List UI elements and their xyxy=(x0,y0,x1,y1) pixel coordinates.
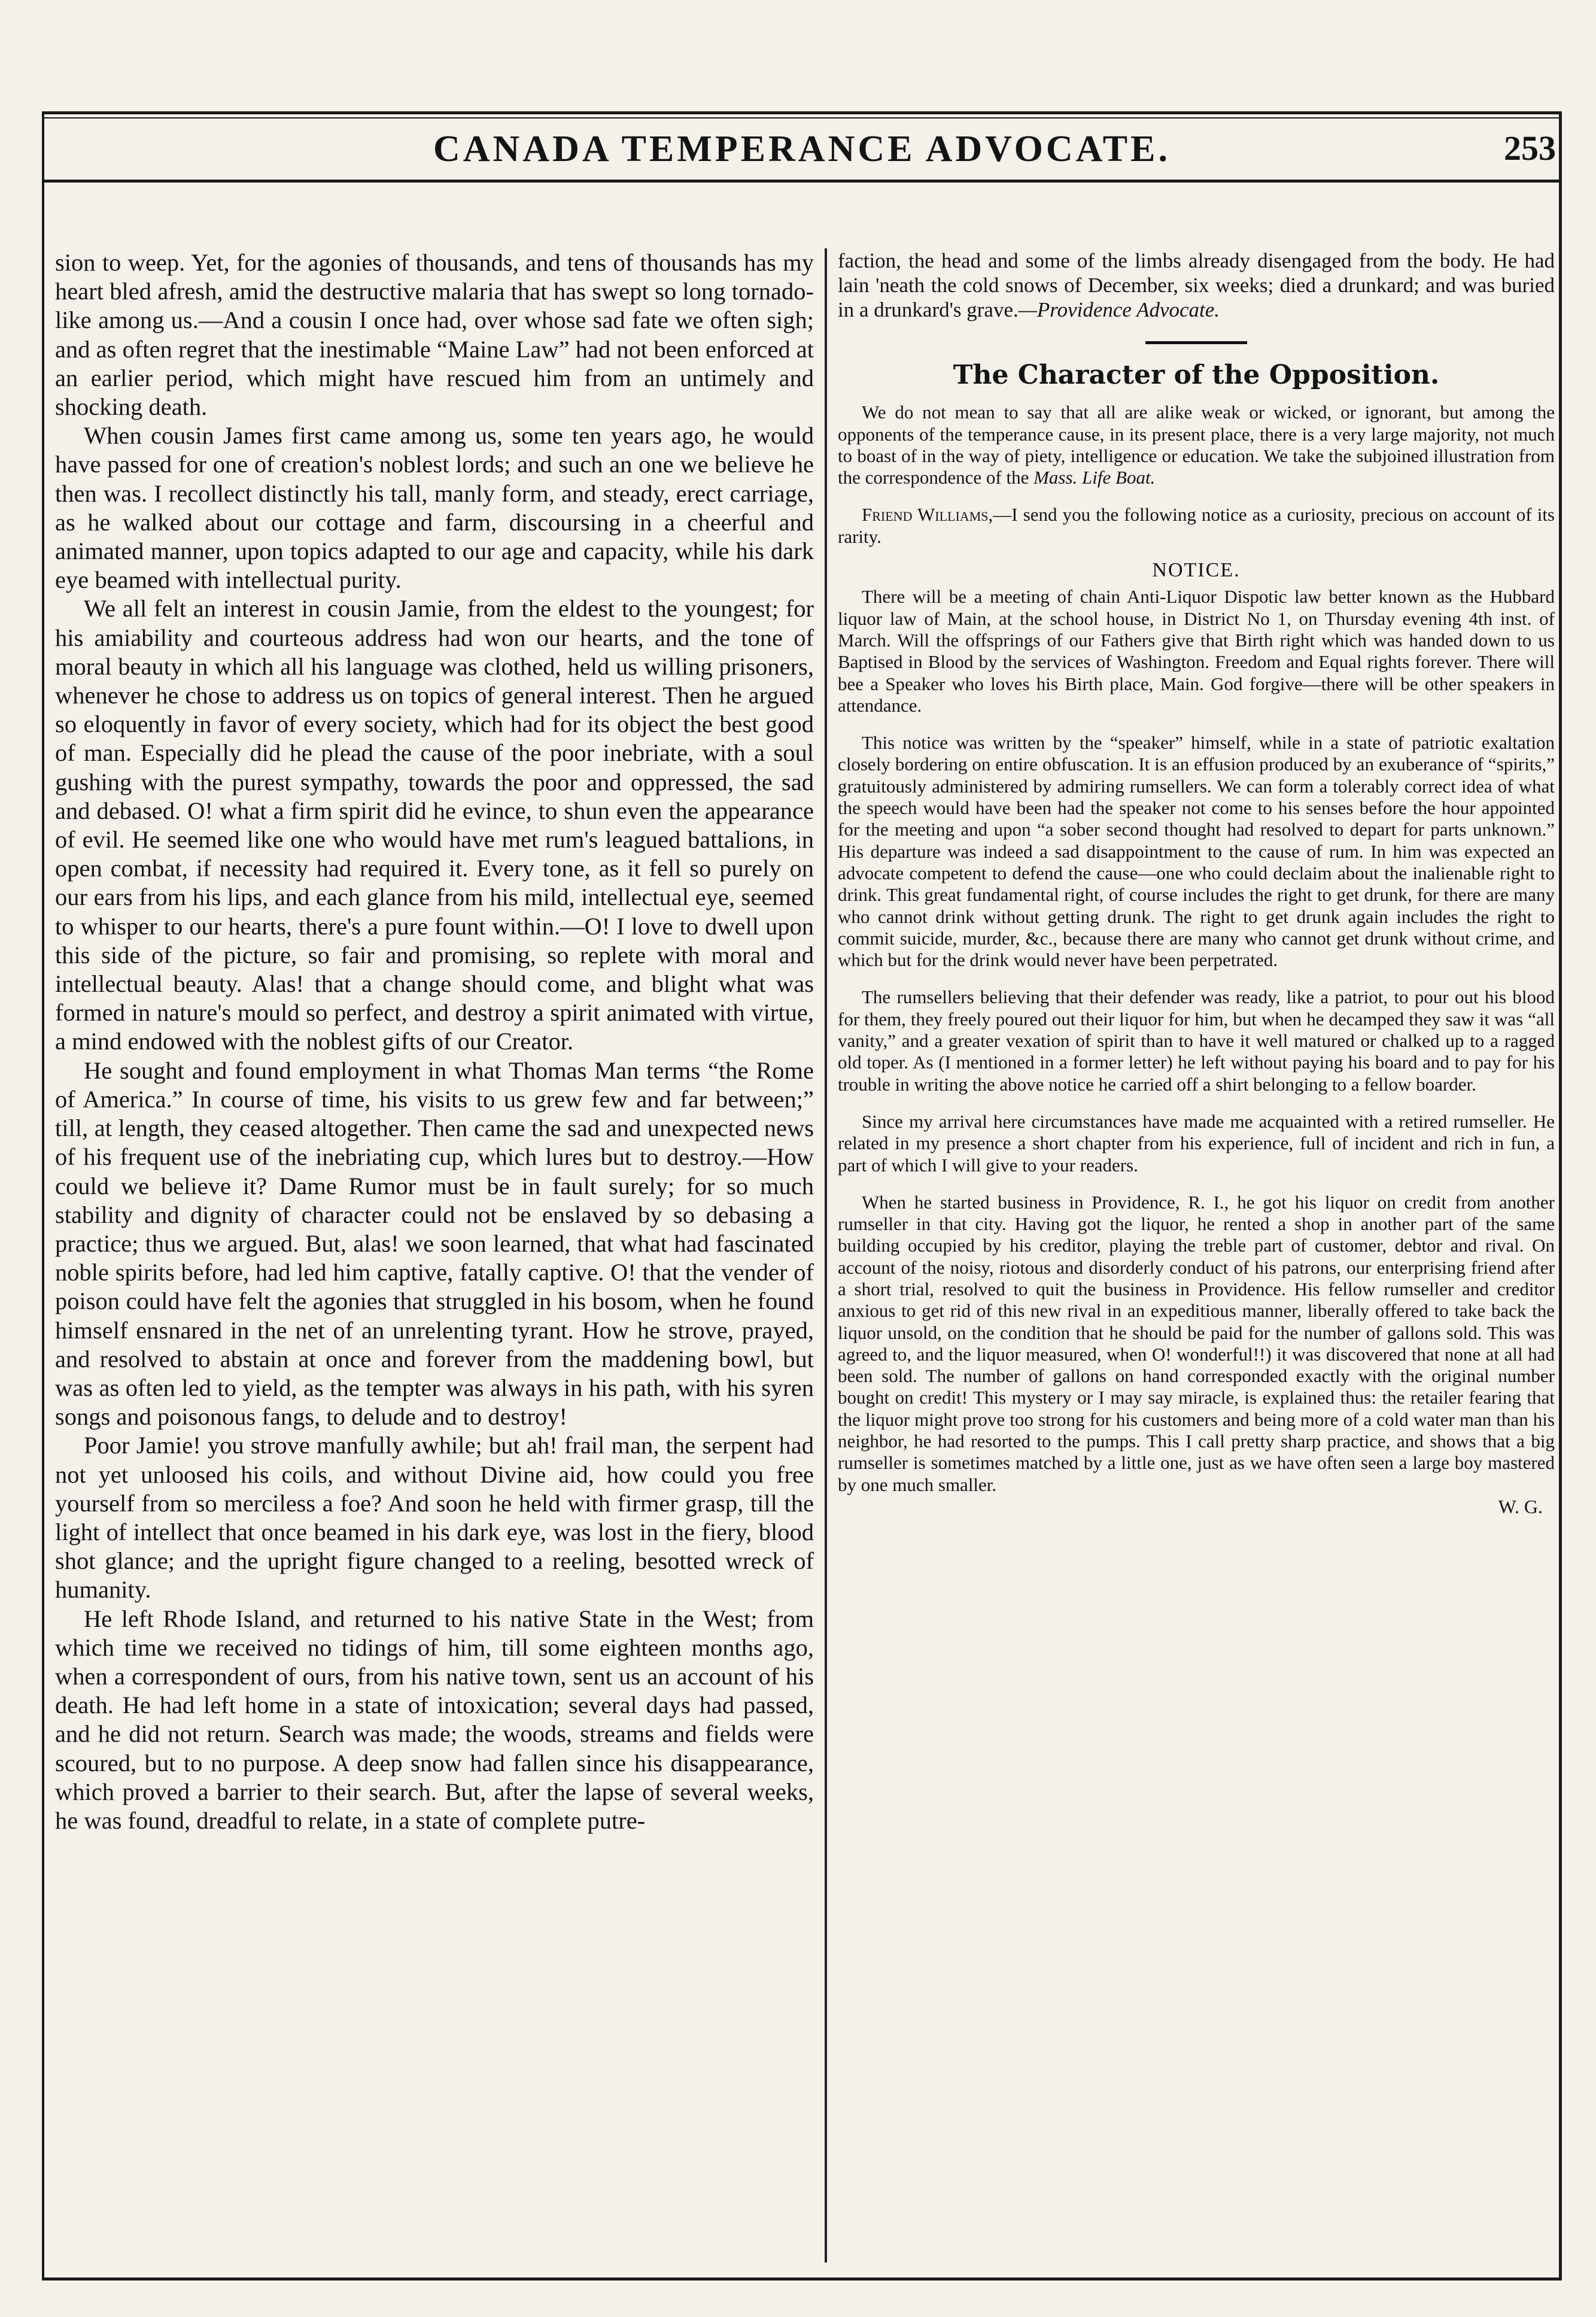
article-paragraph: Poor Jamie! you strove manfully awhile; but ah! frail man, the serpent had not yet unloosed his coils, and without Divine aid, how could you free yourself from so merciless a foe? And soon he held with firmer grasp, till the light of intellect that once beamed in his dark eye, was lost in the fiery, blood shot glance; and the upright figure changed to a reeling, besotted wreck of humanity. xyxy=(55,1432,814,1604)
column-divider xyxy=(825,248,827,2263)
article-paragraph: Since my arrival here circumstances have made me acquainted with a retired rumseller. He related in my presence a short chapter from his experience, full of incident and rich in fun, a part of which I will give to your readers. xyxy=(838,1110,1555,1176)
notice-text: There will be a meeting of chain Anti-Liquor Dispotic law better known as the Hubbard liquor law of Main, at the school house, in District No 1, on Thursday evening 4th inst. of March. Will the offsprings of our Fathers give that Birth right which was handed down to us Baptised in Blood by the services of Washington. Freedom and Equal rights forever. There will bee a Speaker who loves his Birth place, Main. God forgive—there will be other speakers in attendance. xyxy=(838,586,1555,716)
article-continuation xyxy=(838,248,1555,322)
article-paragraph: He sought and found employment in what Thomas Man terms “the Rome of America.” In course of time, his visits to us grew few and far between;” till, at length, they ceased altogether. Then came the sad and unexpected news of his frequent use of the inebriating cup, which lures but to destroy.—How could we believe it? Dame Rumor must be in fault surely; for so much stability and dignity of character could not be enslaved by so debasing a practice; thus we argued. But, alas! we soon learned, that what had fascinated noble spirits before, had led him captive, fatally captive. O! that the vender of poison could have felt the agonies that struggled in his bosom, when he found himself ensnared in the net of an unrelenting tyrant. How he strove, prayed, and resolved to abstain at once and forever from the maddening bowl, but was as often led to yield, as the tempter was always in his path, with his syren songs and poisonous fangs, to delude and to destroy! xyxy=(55,1056,814,1431)
continuation-text: faction, the head and some of the limbs already disengaged from the body. He had lain 'neath the cold snows of December, six weeks; died a drunkard; and was buried in a drunkard's grave. xyxy=(838,249,1555,321)
intro-source: Mass. Life Boat. xyxy=(1033,467,1156,488)
section-title: The Character of the Opposition. xyxy=(953,360,1440,390)
right-border xyxy=(1559,111,1562,2280)
letter-opening-text: —I send you the following notice as a curiosity, precious on account of its rarity. xyxy=(838,504,1555,547)
bottom-rule xyxy=(42,2277,1562,2280)
top-rule-thin xyxy=(42,117,1562,119)
article-paragraph: He left Rhode Island, and returned to his native State in the West; from which time we received no tidings of him, till some eighteen months ago, when a correspondent of ours, from his native town, sent us an account of his death. He had left home in a state of intoxication; several days had passed, and he did not return. Search was made; the woods, streams and fields were scoured, but to no purpose. A deep snow had fallen since his disappearance, which proved a barrier to their search. But, after the lapse of several weeks, he was found, dreadful to relate, in a state of complete putre- xyxy=(55,1605,814,1834)
page-title: CANADA TEMPERANCE ADVOCATE. xyxy=(433,129,1171,169)
article-paragraph: We all felt an interest in cousin Jamie, from the eldest to the youngest; for his amiability and courteous address had won our hearts, and the tone of moral beauty in which all his language was clothed, held us willing prisoners, whenever he chose to address us on topics of general interest. Then he argued so eloquently in favor of every society, which had for its object the best good of man. Especially did he plead the cause of the poor inebriate, with a soul gushing with the purest sympathy, towards the poor and oppressed, the sad and debased. O! what a firm spirit did he evince, to shun even the appearance of evil. He seemed like one who would have met rum's leagued battalions, in open combat, if necessity had required it. Every tone, as it fell so purely on our ears from his lips, and each glance from his mild, intellectual eye, seemed to whisper to our hearts, there's a pure fount within.—O! I love to dwell upon this side of the picture, so fair and promising, so replete with moral and intellectual beauty. Alas! that a change should come, and blight what was formed in nature's mould so perfect, and destroy a spirit animated with virtue, a mind endowed with the noblest gifts of our Creator. xyxy=(55,595,814,1055)
header-rule xyxy=(42,180,1562,183)
article-paragraph: sion to weep. Yet, for the agonies of thousands, and tens of thousands has my heart bled afresh, amid the destructive malaria that has swept so long tornado-like among us.—And a cousin I once had, over whose sad fate we often sigh; and as often regret that the inestimable “Maine Law” had not been enforced at an earlier period, which might have rescued him from an untimely and shocking death. xyxy=(55,249,814,421)
top-rule xyxy=(42,111,1562,114)
continuation-source: —Providence Advocate. xyxy=(1018,298,1220,321)
intro-text: We do not mean to say that all are alike weak or wicked, or ignorant, but among the opponents of the temperance cause, in its present place, there is a very large majority, not much to boast of in the way of piety, intelligence or education. We take the subjoined illustration from the correspondence of the xyxy=(838,402,1555,488)
letter-salutation: Friend Williams, xyxy=(862,504,993,526)
left-border xyxy=(42,111,44,2280)
article-paragraph: When he started business in Providence, R. I., he got his liquor on credit from another rumseller in that city. Having got the liquor, he rented a shop in another part of the same building occupied by his creditor, playing the treble part of customer, debtor and rival. On account of the noisy, riotous and disorderly conduct of his patrons, our enterprising friend after a short trial, resolved to quit the business in Providence. His fellow rumseller and creditor anxious to get rid of this new rival in an expeditious manner, liberally offered to take back the liquor unsold, on the condition that he should be paid for the number of gallons sold. This was agreed to, and the liquor measured, when O! wonderful!!) it was discovered that none at all had been sold. The number of gallons on hand corresponded exactly with the original number bought on credit! This mystery or I may say miracle, is explained thus: the retailer fearing that the liquor might prove too strong for his customers and being more of a cold water man than his neighbor, he had resorted to the pumps. This I call pretty sharp practice, and shows that a big rumseller is sometimes matched by a little one, just as we have often seen a large boy mastered by one much smaller. xyxy=(838,1191,1555,1495)
article-paragraph: The rumsellers believing that their defender was ready, like a patriot, to pour out his blood for them, they freely poured out their liquor for him, but when he decamped they saw it was “all vanity,” and a greater vexation of spirit than to have it well matured or chalked up to a ragged old toper. As (I mentioned in a former letter) he left without paying his board and to pay for his trouble in writing the above notice he carried off a shirt belonging to a fellow boarder. xyxy=(838,986,1555,1095)
intro-paragraph xyxy=(838,402,1555,488)
notice-title: NOTICE. xyxy=(1152,559,1241,582)
article-paragraph: When cousin James first came among us, some ten years ago, he would have passed for one of creation's noblest lords; and such an one we believe he then was. I recollect distinctly his tall, manly form, and steady, erect carriage, as he walked about our cottage and farm, discoursing in a cheerful and animated manner, upon topics adapted to our age and capacity, while his dark eye beamed with intellectual purity. xyxy=(55,422,814,594)
newspaper-page xyxy=(42,90,1562,2280)
section-divider xyxy=(1145,341,1247,344)
article-paragraph: This notice was written by the “speaker” himself, while in a state of patriotic exaltation closely bordering on entire obfuscation. It is an effusion produced by an exuberance of “spirits,” gratuitously administered by admiring rumsellers. We can form a tolerably correct idea of what the speech would have been had the speaker not come to his senses before the hour appointed for the meeting and upon “a sober second thought had resolved to depart for parts unknown.” His departure was indeed a sad disappointment to the cause of rum. In him was expected an advocate competent to defend the cause—one who could declaim about the inalienable right to drink. This great fundamental right, of course includes the right to get drunk, for there are many who cannot drink without getting drunk. The right to get drunk again includes the right to commit suicide, murder, &c., because there are many who cannot get drunk without crime, and which but for the drink would never have been perpetrated. xyxy=(838,732,1555,971)
page-number: 253 xyxy=(1504,129,1556,168)
letter-opening xyxy=(838,504,1555,548)
signature: W. G. xyxy=(1498,1495,1543,1517)
right-column xyxy=(838,248,1555,2263)
left-column xyxy=(55,248,814,2263)
